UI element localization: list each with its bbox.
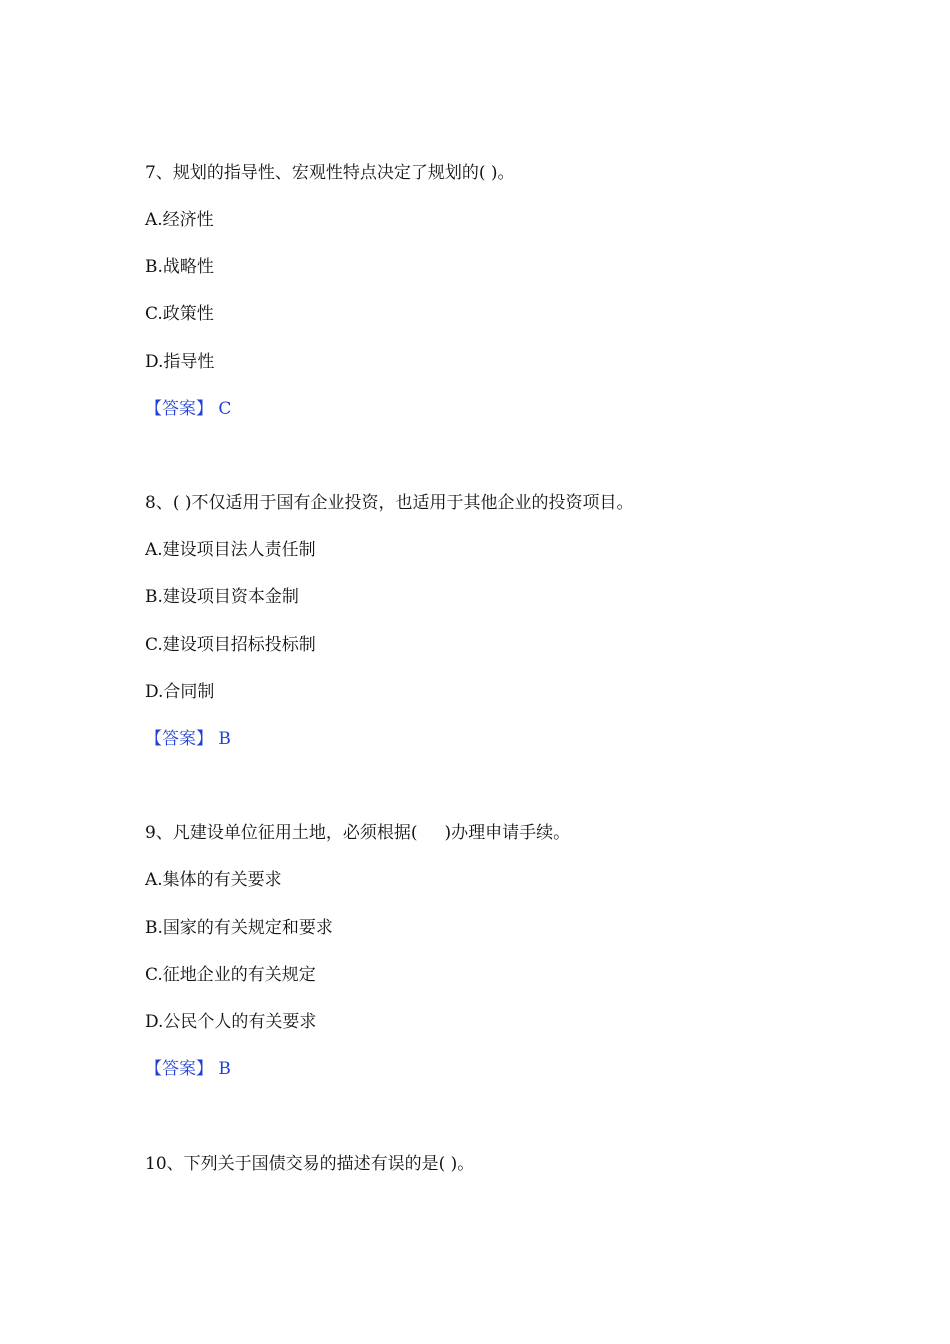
question-9-answer — [145, 1058, 231, 1080]
question-9-option-a: A.集体的有关要求 — [145, 870, 282, 890]
question-8-answer — [145, 728, 231, 750]
question-9-option-c: C.征地企业的有关规定 — [145, 965, 316, 985]
question-10-stem: 10、下列关于国债交易的描述有误的是( )。 — [145, 1154, 475, 1174]
question-8-option-d: D.合同制 — [145, 682, 215, 702]
question-7-option-d: D.指导性 — [145, 352, 215, 372]
answer-label: 【答案】 — [145, 729, 213, 749]
answer-label: 【答案】 — [145, 399, 213, 419]
question-9-stem: 9、凡建设单位征用土地，必须根据( )办理申请手续。 — [145, 823, 571, 843]
answer-value: C — [218, 399, 232, 419]
answer-value: B — [218, 1059, 231, 1079]
question-7-option-b: B.战略性 — [145, 257, 214, 277]
question-7-stem: 7、规划的指导性、宏观性特点决定了规划的( )。 — [145, 163, 515, 183]
question-9-option-d: D.公民个人的有关要求 — [145, 1012, 317, 1032]
question-8-stem: 8、( )不仅适用于国有企业投资，也适用于其他企业的投资项目。 — [145, 493, 634, 513]
question-8-option-b: B.建设项目资本金制 — [145, 587, 299, 607]
question-8-option-a: A.建设项目法人责任制 — [145, 540, 316, 560]
question-9-option-b: B.国家的有关规定和要求 — [145, 918, 333, 938]
question-7-option-a: A.经济性 — [145, 210, 214, 230]
answer-value: B — [218, 729, 231, 749]
question-7-option-c: C.政策性 — [145, 304, 214, 324]
answer-label: 【答案】 — [145, 1059, 213, 1079]
question-8-option-c: C.建设项目招标投标制 — [145, 635, 316, 655]
question-7-answer — [145, 398, 231, 420]
